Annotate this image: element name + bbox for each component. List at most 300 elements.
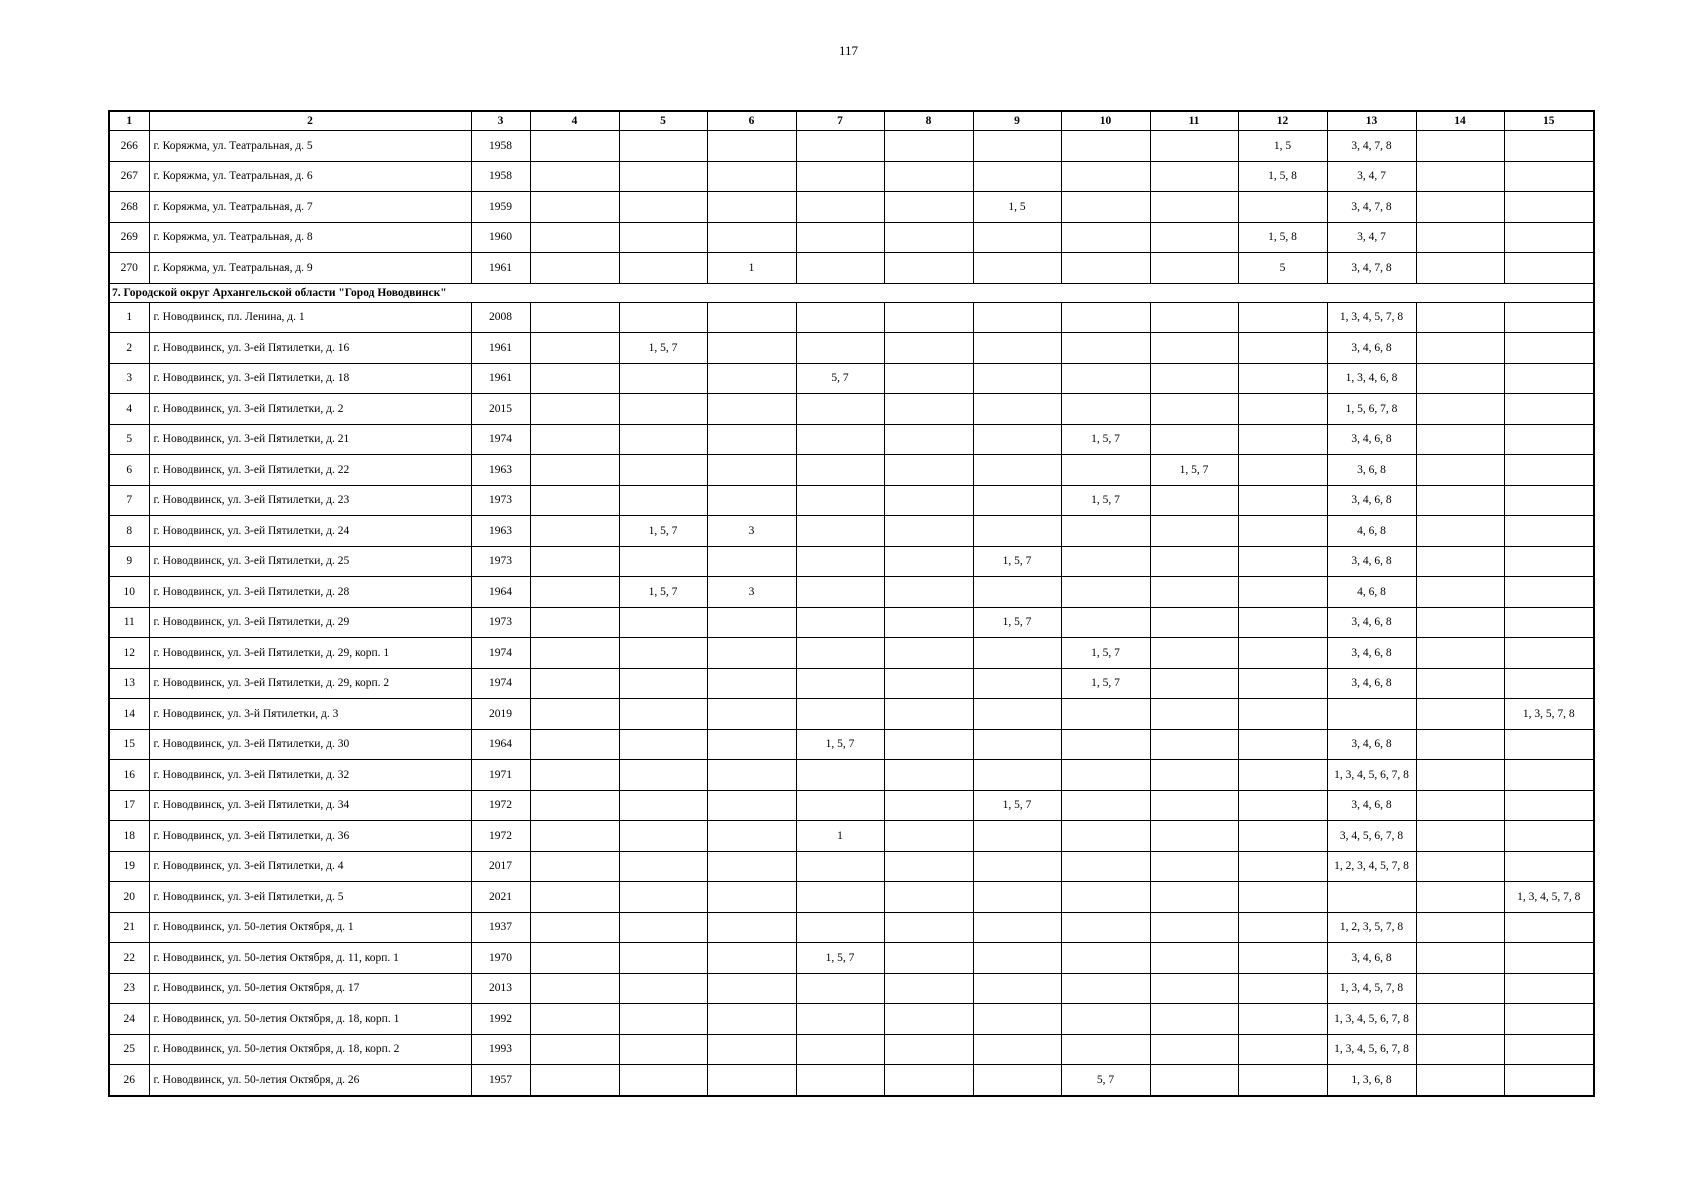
table-cell (973, 912, 1061, 943)
table-cell (707, 1004, 796, 1035)
table-cell (1238, 333, 1327, 364)
column-header: 11 (1150, 111, 1238, 131)
table-cell (1504, 253, 1594, 284)
table-cell (1504, 1034, 1594, 1065)
table-cell (707, 790, 796, 821)
table-cell (1416, 363, 1504, 394)
table-cell (1061, 253, 1150, 284)
table-cell: 268 (109, 192, 149, 223)
table-row (109, 394, 1594, 425)
table-cell (973, 222, 1061, 253)
table-row (109, 912, 1594, 943)
table-cell (973, 394, 1061, 425)
table-cell (1416, 912, 1504, 943)
table-cell: 1, 5 (1238, 131, 1327, 162)
table-cell (530, 253, 619, 284)
table-cell (530, 363, 619, 394)
table-cell (884, 943, 973, 974)
table-cell (619, 485, 707, 516)
table-cell (973, 455, 1061, 486)
table-cell (619, 302, 707, 333)
table-cell (1504, 363, 1594, 394)
column-header: 12 (1238, 111, 1327, 131)
table-cell (1416, 546, 1504, 577)
table-cell (973, 943, 1061, 974)
table-cell (1150, 760, 1238, 791)
table-cell: 1, 5, 8 (1238, 161, 1327, 192)
table-cell (530, 973, 619, 1004)
table-cell: 1, 5, 7 (1061, 638, 1150, 669)
table-cell (1061, 192, 1150, 223)
table-cell: 3 (707, 516, 796, 547)
table-cell (884, 302, 973, 333)
address-cell: г. Коряжма, ул. Театральная, д. 6 (149, 161, 471, 192)
table-cell: 1961 (471, 363, 530, 394)
table-cell (530, 821, 619, 852)
table-cell: 11 (109, 607, 149, 638)
table-cell (973, 1065, 1061, 1096)
table-cell: 3, 4, 6, 8 (1327, 546, 1416, 577)
address-cell: г. Новодвинск, ул. 3-ей Пятилетки, д. 34 (149, 790, 471, 821)
table-cell (884, 1004, 973, 1035)
column-header: 6 (707, 111, 796, 131)
table-cell (884, 516, 973, 547)
table-cell (1150, 192, 1238, 223)
table-row (109, 943, 1594, 974)
table-cell (707, 1065, 796, 1096)
table-cell: 3 (707, 577, 796, 608)
table-cell (707, 607, 796, 638)
table-cell (1504, 973, 1594, 1004)
address-cell: г. Новодвинск, ул. 3-ей Пятилетки, д. 24 (149, 516, 471, 547)
table-cell: 1, 5, 7 (1061, 668, 1150, 699)
table-cell (1416, 577, 1504, 608)
table-cell (1504, 760, 1594, 791)
table-cell (1150, 577, 1238, 608)
table-cell (1238, 192, 1327, 223)
table-cell: 4, 6, 8 (1327, 516, 1416, 547)
table-cell (1061, 1004, 1150, 1035)
table-cell: 1958 (471, 161, 530, 192)
table-cell: 3, 6, 8 (1327, 455, 1416, 486)
table-cell: 2 (109, 333, 149, 364)
table-cell (1416, 760, 1504, 791)
table-cell (1061, 394, 1150, 425)
table-cell (1061, 729, 1150, 760)
table-cell (1504, 638, 1594, 669)
table-cell (884, 577, 973, 608)
table-cell (1150, 882, 1238, 913)
table-cell: 267 (109, 161, 149, 192)
table-cell (619, 1034, 707, 1065)
address-cell: г. Новодвинск, ул. 50-летия Октября, д. 18, корп. 1 (149, 1004, 471, 1035)
table-cell (1238, 363, 1327, 394)
address-cell: г. Коряжма, ул. Театральная, д. 9 (149, 253, 471, 284)
table-cell (707, 222, 796, 253)
table-cell (530, 546, 619, 577)
table-cell (1150, 546, 1238, 577)
table-cell (973, 699, 1061, 730)
table-cell (884, 131, 973, 162)
table-cell (1238, 607, 1327, 638)
table-cell (796, 607, 884, 638)
table-row (109, 424, 1594, 455)
table-cell (796, 668, 884, 699)
table-cell (707, 973, 796, 1004)
address-cell: г. Новодвинск, ул. 3-ей Пятилетки, д. 16 (149, 333, 471, 364)
table-cell: 1993 (471, 1034, 530, 1065)
table-row (109, 699, 1594, 730)
table-cell: 2019 (471, 699, 530, 730)
address-cell: г. Новодвинск, ул. 3-ей Пятилетки, д. 23 (149, 485, 471, 516)
table-cell (1150, 1065, 1238, 1096)
table-cell (1238, 638, 1327, 669)
table-cell (796, 882, 884, 913)
table-cell (796, 302, 884, 333)
table-cell (707, 424, 796, 455)
table-cell (707, 394, 796, 425)
table-cell (1504, 1004, 1594, 1035)
table-cell (1150, 912, 1238, 943)
table-cell (619, 790, 707, 821)
table-cell: 5 (109, 424, 149, 455)
table-cell (530, 131, 619, 162)
table-row (109, 363, 1594, 394)
table-cell (707, 729, 796, 760)
table-cell (1238, 699, 1327, 730)
table-cell (1238, 424, 1327, 455)
address-cell: г. Новодвинск, ул. 3-ей Пятилетки, д. 22 (149, 455, 471, 486)
table-cell (884, 790, 973, 821)
table-cell (796, 161, 884, 192)
table-cell: 3, 4, 6, 8 (1327, 729, 1416, 760)
table-cell (1150, 638, 1238, 669)
table-cell (1416, 607, 1504, 638)
table-cell (1238, 760, 1327, 791)
table-cell (1150, 973, 1238, 1004)
table-cell (796, 699, 884, 730)
table-cell (1150, 222, 1238, 253)
table-cell (619, 821, 707, 852)
table-cell (884, 222, 973, 253)
table-cell: 3, 4, 7, 8 (1327, 131, 1416, 162)
table-cell (707, 485, 796, 516)
table-cell: 1974 (471, 668, 530, 699)
table-cell (1150, 516, 1238, 547)
address-cell: г. Новодвинск, ул. 3-ей Пятилетки, д. 25 (149, 546, 471, 577)
table-cell (1504, 222, 1594, 253)
address-cell: г. Новодвинск, ул. 50-летия Октября, д. 11, корп. 1 (149, 943, 471, 974)
table-cell (1416, 516, 1504, 547)
table-cell: 19 (109, 851, 149, 882)
table-cell: 3, 4, 6, 8 (1327, 485, 1416, 516)
table-cell (1504, 192, 1594, 223)
table-row (109, 161, 1594, 192)
table-cell (1061, 363, 1150, 394)
table-cell (1504, 485, 1594, 516)
table-cell: 1973 (471, 546, 530, 577)
table-cell: 1964 (471, 577, 530, 608)
table-cell: 1, 5 (973, 192, 1061, 223)
table-cell (1238, 577, 1327, 608)
address-cell: г. Новодвинск, ул. 3-ей Пятилетки, д. 28 (149, 577, 471, 608)
table-cell (1061, 760, 1150, 791)
table-cell (619, 455, 707, 486)
table-cell (884, 760, 973, 791)
address-cell: г. Новодвинск, ул. 50-летия Октября, д. 18, корп. 2 (149, 1034, 471, 1065)
table-cell: 22 (109, 943, 149, 974)
table-cell (1416, 973, 1504, 1004)
table-row (109, 607, 1594, 638)
table-cell (796, 516, 884, 547)
address-cell: г. Новодвинск, ул. 3-ей Пятилетки, д. 2 (149, 394, 471, 425)
address-cell: г. Новодвинск, ул. 3-й Пятилетки, д. 3 (149, 699, 471, 730)
table-cell (1238, 302, 1327, 333)
table-cell (1150, 485, 1238, 516)
table-cell: 1, 5, 7 (1061, 485, 1150, 516)
table-cell: 1970 (471, 943, 530, 974)
address-cell: г. Новодвинск, ул. 3-ей Пятилетки, д. 30 (149, 729, 471, 760)
table-row (109, 668, 1594, 699)
table-cell (1061, 333, 1150, 364)
table-cell (884, 546, 973, 577)
table-row (109, 1065, 1594, 1096)
table-cell (1238, 1034, 1327, 1065)
table-cell (619, 973, 707, 1004)
table-cell (707, 192, 796, 223)
table-cell (796, 131, 884, 162)
table-cell (796, 546, 884, 577)
table-cell (973, 668, 1061, 699)
table-cell: 1, 5, 7 (619, 333, 707, 364)
table-cell (1061, 821, 1150, 852)
table-cell: 2008 (471, 302, 530, 333)
table-cell (1416, 851, 1504, 882)
table-cell (619, 363, 707, 394)
table-cell (1061, 851, 1150, 882)
table-cell (1504, 821, 1594, 852)
table-cell (530, 851, 619, 882)
table-cell (619, 1065, 707, 1096)
table-cell: 1, 3, 4, 5, 7, 8 (1504, 882, 1594, 913)
table-cell (1238, 729, 1327, 760)
table-cell: 1974 (471, 638, 530, 669)
table-cell: 1, 5, 6, 7, 8 (1327, 394, 1416, 425)
table-cell: 3, 4, 5, 6, 7, 8 (1327, 821, 1416, 852)
table-cell: 3, 4, 6, 8 (1327, 333, 1416, 364)
table-cell (530, 1034, 619, 1065)
page-number: 117 (838, 43, 859, 58)
column-header: 9 (973, 111, 1061, 131)
table-cell (1061, 1034, 1150, 1065)
table-cell: 4 (109, 394, 149, 425)
table-cell: 1963 (471, 455, 530, 486)
table-cell (1327, 882, 1416, 913)
table-cell (1150, 333, 1238, 364)
column-header: 4 (530, 111, 619, 131)
table-cell: 1 (109, 302, 149, 333)
address-cell: г. Коряжма, ул. Театральная, д. 7 (149, 192, 471, 223)
table-row (109, 882, 1594, 913)
table-cell (884, 851, 973, 882)
table-cell (973, 485, 1061, 516)
table-cell (1061, 577, 1150, 608)
table-cell (884, 333, 973, 364)
table-cell (1416, 668, 1504, 699)
table-cell (707, 760, 796, 791)
table-cell (1327, 699, 1416, 730)
address-cell: г. Новодвинск, ул. 3-ей Пятилетки, д. 18 (149, 363, 471, 394)
table-row (109, 253, 1594, 284)
table-row (109, 851, 1594, 882)
table-cell (530, 638, 619, 669)
table-cell: 3, 4, 6, 8 (1327, 790, 1416, 821)
table-cell: 5, 7 (796, 363, 884, 394)
table-cell (619, 668, 707, 699)
table-cell (1416, 131, 1504, 162)
column-header: 14 (1416, 111, 1504, 131)
table-cell (884, 607, 973, 638)
table-cell (1150, 790, 1238, 821)
address-cell: г. Новодвинск, ул. 50-летия Октября, д. 26 (149, 1065, 471, 1096)
table-cell: 17 (109, 790, 149, 821)
table-cell: 14 (109, 699, 149, 730)
table-cell: 16 (109, 760, 149, 791)
table-cell: 7 (109, 485, 149, 516)
table-cell (619, 222, 707, 253)
table-cell (1416, 1004, 1504, 1035)
table-cell (1238, 485, 1327, 516)
address-cell: г. Новодвинск, ул. 3-ей Пятилетки, д. 29 (149, 607, 471, 638)
column-header: 7 (796, 111, 884, 131)
table-cell: 2013 (471, 973, 530, 1004)
table-cell (1416, 394, 1504, 425)
table-cell (884, 973, 973, 1004)
table-cell (530, 912, 619, 943)
table-row (109, 302, 1594, 333)
table-cell: 1, 3, 5, 7, 8 (1504, 699, 1594, 730)
table-cell (973, 516, 1061, 547)
column-header: 8 (884, 111, 973, 131)
table-cell (973, 1004, 1061, 1035)
table-cell (1504, 516, 1594, 547)
table-cell: 3, 4, 6, 8 (1327, 668, 1416, 699)
table-cell (884, 729, 973, 760)
column-header: 5 (619, 111, 707, 131)
table-cell (707, 302, 796, 333)
table-cell (530, 424, 619, 455)
table-cell (619, 192, 707, 223)
table-cell (973, 729, 1061, 760)
table-cell (1416, 455, 1504, 486)
table-cell: 3, 4, 6, 8 (1327, 638, 1416, 669)
table-cell (973, 973, 1061, 1004)
table-cell: 1, 5, 7 (1061, 424, 1150, 455)
table-cell: 24 (109, 1004, 149, 1035)
table-cell: 1960 (471, 222, 530, 253)
table-row (109, 1034, 1594, 1065)
table-cell: 2021 (471, 882, 530, 913)
table-cell (884, 912, 973, 943)
column-header: 3 (471, 111, 530, 131)
table-cell (1504, 943, 1594, 974)
table-cell (1238, 546, 1327, 577)
table-cell (619, 1004, 707, 1035)
table-cell (796, 1004, 884, 1035)
table-cell: 1959 (471, 192, 530, 223)
table-cell (1504, 302, 1594, 333)
table-cell (619, 882, 707, 913)
table-cell (796, 222, 884, 253)
table-cell: 2017 (471, 851, 530, 882)
table-cell (707, 546, 796, 577)
table-cell: 1, 5, 7 (619, 577, 707, 608)
table-cell (796, 638, 884, 669)
address-cell: г. Коряжма, ул. Театральная, д. 8 (149, 222, 471, 253)
table-cell (973, 333, 1061, 364)
table-cell (707, 851, 796, 882)
table-cell (1416, 882, 1504, 913)
table-cell (619, 943, 707, 974)
table-cell: 1, 3, 4, 5, 6, 7, 8 (1327, 760, 1416, 791)
table-cell: 1 (707, 253, 796, 284)
table-row (109, 546, 1594, 577)
table-cell (1416, 729, 1504, 760)
table-cell (1504, 790, 1594, 821)
table-cell (707, 455, 796, 486)
table-cell: 1, 2, 3, 4, 5, 7, 8 (1327, 851, 1416, 882)
table-cell (884, 485, 973, 516)
table-cell (1416, 192, 1504, 223)
table-cell (884, 699, 973, 730)
table-cell (1416, 638, 1504, 669)
table-cell (530, 1004, 619, 1035)
table-cell: 1937 (471, 912, 530, 943)
table-row (109, 516, 1594, 547)
table-cell (973, 1034, 1061, 1065)
table-cell (1150, 131, 1238, 162)
table-cell (1238, 821, 1327, 852)
table-cell (884, 253, 973, 284)
table-cell (530, 192, 619, 223)
table-cell: 1963 (471, 516, 530, 547)
table-cell: 1, 5, 7 (796, 943, 884, 974)
table-cell (707, 1034, 796, 1065)
table-cell (1416, 1065, 1504, 1096)
table-cell (619, 699, 707, 730)
table-cell (1504, 912, 1594, 943)
table-cell (1416, 821, 1504, 852)
table-cell (973, 577, 1061, 608)
table-cell (796, 455, 884, 486)
table-row (109, 131, 1594, 162)
table-cell (884, 882, 973, 913)
table-cell (1238, 668, 1327, 699)
table-cell (530, 790, 619, 821)
address-cell: г. Новодвинск, пл. Ленина, д. 1 (149, 302, 471, 333)
table-cell (619, 851, 707, 882)
table-cell (707, 161, 796, 192)
table-cell: 1, 5, 8 (1238, 222, 1327, 253)
table-cell (1416, 161, 1504, 192)
table-cell (707, 131, 796, 162)
table-cell (884, 394, 973, 425)
table-cell (619, 546, 707, 577)
table-cell (1150, 253, 1238, 284)
table-cell (1061, 973, 1150, 1004)
table-cell (707, 333, 796, 364)
table-cell (1061, 161, 1150, 192)
